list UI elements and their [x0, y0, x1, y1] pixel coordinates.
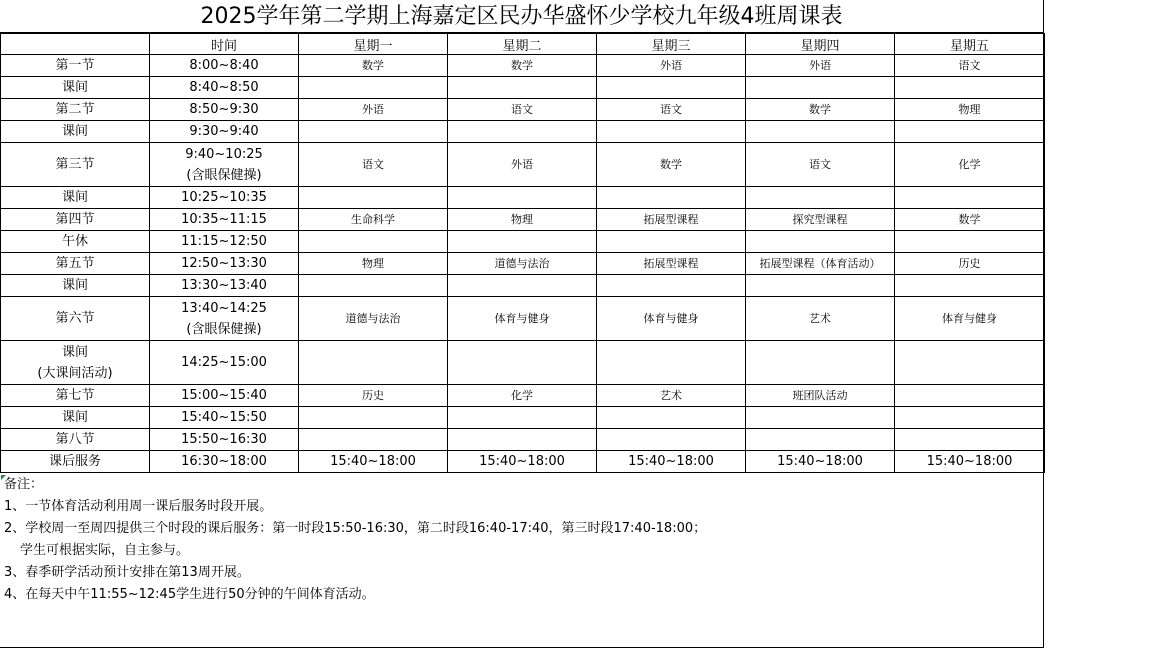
time-range-line: 15:50~16:30 [181, 432, 267, 447]
table-row [1, 209, 1045, 231]
subject-cell [597, 275, 746, 297]
subject-cell: 拓展型课程 [597, 253, 746, 275]
subject-cell [299, 231, 448, 253]
period-label-cell [1, 231, 150, 253]
subject-cell: 语文 [448, 99, 597, 121]
time-cell [150, 99, 299, 121]
subject-cell [448, 121, 597, 143]
subject-cell [597, 121, 746, 143]
subject-cell: 体育与健身 [597, 297, 746, 341]
header-day-monday: 星期一 [299, 34, 448, 55]
note-item-3: 3、春季研学活动预计安排在第13周开展。 [4, 565, 250, 580]
period-label-line: 课间 [61, 190, 88, 205]
period-label-line: 第五节 [55, 256, 95, 271]
time-cell [150, 231, 299, 253]
subject-cell: 数学 [895, 209, 1045, 231]
subject-cell: 道德与法治 [448, 253, 597, 275]
subject-cell [895, 429, 1045, 451]
table-row [1, 385, 1045, 407]
subject-cell [597, 231, 746, 253]
subject-cell [299, 187, 448, 209]
note-item-2-continuation: 学生可根据实际，自主参与。 [20, 543, 190, 558]
table-row [1, 231, 1045, 253]
timetable-grid [0, 33, 1045, 473]
subject-cell: 化学 [448, 385, 597, 407]
period-label-cell [1, 275, 150, 297]
time-range-line: (含眼保健操) [186, 167, 262, 183]
notes-heading: 备注： [4, 477, 44, 492]
time-range-line: 10:25~10:35 [181, 190, 267, 205]
subject-cell [299, 121, 448, 143]
time-range-line: 9:40~10:25 [185, 146, 263, 162]
subject-cell: 探究型课程 [746, 209, 895, 231]
subject-cell [746, 429, 895, 451]
period-label-line: 课间 [61, 278, 88, 293]
subject-cell: 拓展型课程 [597, 209, 746, 231]
header-day-friday: 星期五 [895, 34, 1045, 55]
subject-cell [895, 385, 1045, 407]
subject-cell [895, 187, 1045, 209]
subject-cell: 15:40~18:00 [597, 451, 746, 473]
subject-cell: 数学 [299, 55, 448, 77]
table-row [1, 121, 1045, 143]
subject-cell: 语文 [299, 143, 448, 187]
time-cell [150, 187, 299, 209]
subject-cell: 艺术 [746, 297, 895, 341]
time-range-line: 15:40~15:50 [181, 410, 267, 425]
subject-cell: 物理 [299, 253, 448, 275]
subject-cell [299, 407, 448, 429]
subject-cell: 数学 [746, 99, 895, 121]
note-item-1: 1、一节体育活动利用周一课后服务时段开展。 [4, 499, 273, 514]
subject-cell: 数学 [448, 55, 597, 77]
subject-cell [448, 275, 597, 297]
period-label-cell [1, 341, 150, 385]
period-label-cell [1, 55, 150, 77]
period-label-cell [1, 187, 150, 209]
timetable-title: 2025学年第二学期上海嘉定区民办华盛怀少学校九年级4班周课表 [0, 0, 1043, 33]
subject-cell [597, 77, 746, 99]
time-range-line: 12:50~13:30 [181, 256, 267, 271]
subject-cell [746, 275, 895, 297]
period-label-line: 课间 [61, 80, 88, 95]
subject-cell: 艺术 [597, 385, 746, 407]
period-label-line: 第四节 [55, 212, 95, 227]
period-label-cell [1, 77, 150, 99]
subject-cell [597, 429, 746, 451]
subject-cell [448, 429, 597, 451]
subject-cell [746, 341, 895, 385]
time-range-line: 15:00~15:40 [181, 388, 267, 403]
subject-cell [448, 77, 597, 99]
time-range-line: 8:40~8:50 [189, 80, 259, 95]
header-day-wednesday: 星期三 [597, 34, 746, 55]
table-row [1, 341, 1045, 385]
period-label-line: 第一节 [55, 58, 95, 73]
time-range-line: 16:30~18:00 [181, 454, 267, 469]
subject-cell [895, 121, 1045, 143]
table-row [1, 55, 1045, 77]
subject-cell [746, 121, 895, 143]
subject-cell: 15:40~18:00 [746, 451, 895, 473]
subject-cell: 15:40~18:00 [448, 451, 597, 473]
period-label-line: 课后服务 [48, 454, 101, 469]
period-label-cell [1, 385, 150, 407]
time-range-line: 13:40~14:25 [181, 300, 267, 316]
subject-cell [448, 341, 597, 385]
subject-cell: 语文 [895, 55, 1045, 77]
header-corner-cell [1, 34, 150, 55]
period-label-line: 课间 [61, 410, 88, 425]
period-label-cell [1, 143, 150, 187]
notes-section [0, 474, 1043, 606]
table-row [1, 187, 1045, 209]
subject-cell [299, 429, 448, 451]
subject-cell: 数学 [597, 143, 746, 187]
period-label-line: 第八节 [55, 432, 95, 447]
table-row [1, 275, 1045, 297]
period-label-line: 第七节 [55, 388, 95, 403]
subject-cell: 物理 [895, 99, 1045, 121]
time-range-line: 8:00~8:40 [189, 58, 259, 73]
time-cell [150, 341, 299, 385]
table-row [1, 143, 1045, 187]
time-range-line: 11:15~12:50 [181, 234, 267, 249]
time-cell [150, 275, 299, 297]
time-cell [150, 143, 299, 187]
subject-cell [895, 407, 1045, 429]
time-range-line: 9:30~9:40 [189, 124, 259, 139]
period-label-line: (大课间活动) [37, 365, 113, 381]
table-row [1, 297, 1045, 341]
subject-cell [448, 187, 597, 209]
period-label-line: 午休 [61, 234, 88, 249]
subject-cell [746, 187, 895, 209]
time-cell [150, 209, 299, 231]
time-cell [150, 77, 299, 99]
subject-cell: 拓展型课程（体育活动） [746, 253, 895, 275]
time-cell [150, 407, 299, 429]
subject-cell: 体育与健身 [895, 297, 1045, 341]
period-label-line: 第六节 [55, 311, 95, 326]
subject-cell: 历史 [299, 385, 448, 407]
subject-cell [299, 341, 448, 385]
subject-cell [448, 231, 597, 253]
time-cell [150, 55, 299, 77]
time-range-line: 10:35~11:15 [181, 212, 267, 227]
subject-cell: 历史 [895, 253, 1045, 275]
period-label-cell [1, 451, 150, 473]
subject-cell: 化学 [895, 143, 1045, 187]
time-cell [150, 451, 299, 473]
subject-cell: 外语 [299, 99, 448, 121]
table-row [1, 99, 1045, 121]
subject-cell: 语文 [597, 99, 746, 121]
subject-cell [746, 407, 895, 429]
period-label-cell [1, 407, 150, 429]
time-cell [150, 385, 299, 407]
table-row [1, 451, 1045, 473]
subject-cell [746, 77, 895, 99]
subject-cell: 生命科学 [299, 209, 448, 231]
time-cell [150, 429, 299, 451]
subject-cell [299, 275, 448, 297]
subject-cell: 15:40~18:00 [895, 451, 1045, 473]
period-label-cell [1, 99, 150, 121]
subject-cell [895, 275, 1045, 297]
subject-cell: 班团队活动 [746, 385, 895, 407]
subject-cell: 外语 [746, 55, 895, 77]
subject-cell [597, 407, 746, 429]
time-cell [150, 121, 299, 143]
period-label-cell [1, 429, 150, 451]
period-label-line: 第二节 [55, 102, 95, 117]
header-time: 时间 [150, 34, 299, 55]
period-label-cell [1, 253, 150, 275]
header-row [1, 34, 1045, 55]
period-label-cell [1, 121, 150, 143]
note-item-2: 2、学校周一至周四提供三个时段的课后服务：第一时段15:50-16:30，第二时段16:40-17:40，第三时段17:40-18:00； [4, 521, 707, 536]
subject-cell [597, 341, 746, 385]
table-row [1, 429, 1045, 451]
header-day-tuesday: 星期二 [448, 34, 597, 55]
time-range-line: 14:25~15:00 [181, 355, 267, 370]
subject-cell: 道德与法治 [299, 297, 448, 341]
period-label-cell [1, 209, 150, 231]
subject-cell [895, 341, 1045, 385]
subject-cell [448, 407, 597, 429]
time-range-line: 8:50~9:30 [189, 102, 259, 117]
time-cell [150, 253, 299, 275]
subject-cell: 外语 [597, 55, 746, 77]
header-day-thursday: 星期四 [746, 34, 895, 55]
subject-cell: 语文 [746, 143, 895, 187]
time-range-line: (含眼保健操) [186, 321, 262, 337]
subject-cell: 外语 [448, 143, 597, 187]
subject-cell [597, 187, 746, 209]
period-label-line: 第三节 [55, 157, 95, 172]
table-row [1, 407, 1045, 429]
subject-cell [895, 231, 1045, 253]
time-range-line: 13:30~13:40 [181, 278, 267, 293]
subject-cell: 15:40~18:00 [299, 451, 448, 473]
period-label-line: 课间 [61, 124, 88, 139]
subject-cell [746, 231, 895, 253]
table-row [1, 77, 1045, 99]
period-label-line: 课间 [61, 344, 88, 360]
time-cell [150, 297, 299, 341]
table-row [1, 253, 1045, 275]
subject-cell [299, 77, 448, 99]
subject-cell [895, 77, 1045, 99]
note-item-4: 4、在每天中午11:55~12:45学生进行50分钟的午间体育活动。 [4, 587, 375, 602]
period-label-cell [1, 297, 150, 341]
subject-cell: 物理 [448, 209, 597, 231]
subject-cell: 体育与健身 [448, 297, 597, 341]
